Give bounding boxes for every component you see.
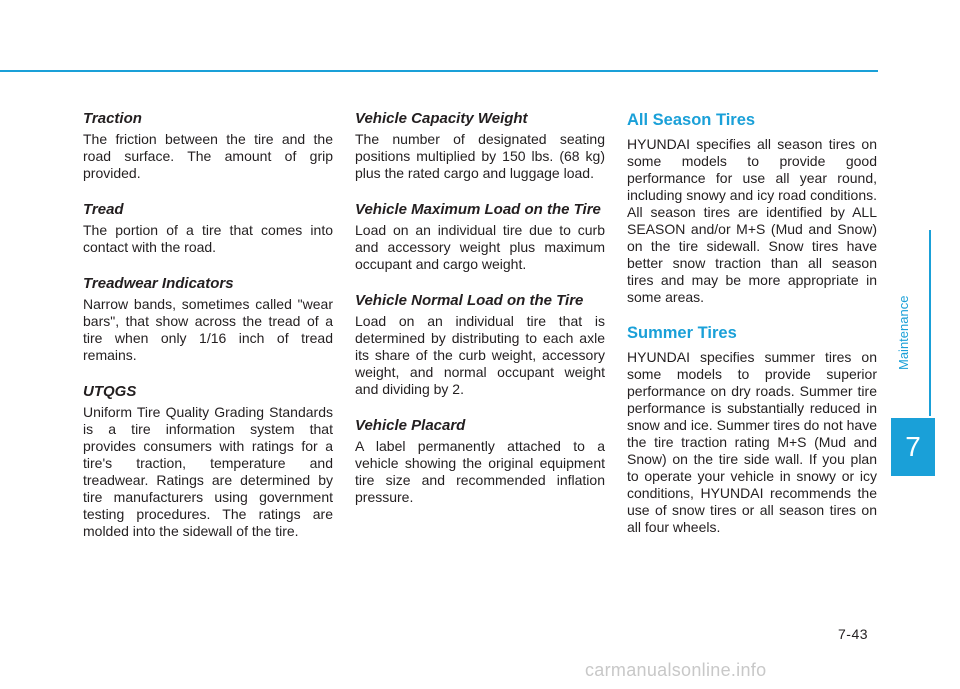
- term-utqgs: UTQGS: [83, 383, 137, 400]
- definition-vehicle-normal-load: Load on an individual tire that is determined by distributing to each axle its share of the curb weight, accessory weight, and normal occupant weight and dividing by 2.: [355, 313, 605, 397]
- section-body-summer: HYUNDAI specifies summer tires on some models to provide superior performance on dry roads. Summer tire performance is substantially reduced in snow and ice. Summer tires do not have the tire traction rating M+S (Mud and Snow) on the tire side wall. If you plan to operate your vehicle in snowy or icy conditions, HYUNDAI recommends the use of snow tires or all season tires on all four wheels.: [627, 349, 877, 535]
- glossary-entry: [355, 292, 605, 398]
- chapter-number-badge: 7: [891, 418, 935, 476]
- sidebar-rule: [929, 230, 931, 416]
- glossary-entry: [83, 201, 333, 256]
- glossary-column-2: [355, 110, 605, 525]
- glossary-entry: [83, 110, 333, 182]
- definition-traction: The friction between the tire and the road surface. The amount of grip provided.: [83, 131, 333, 181]
- definition-vehicle-maximum-load: Load on an individual tire due to curb and accessory weight plus maximum occupant and cargo weight.: [355, 222, 605, 272]
- term-vehicle-maximum-load: Vehicle Maximum Load on the Tire: [355, 201, 601, 218]
- definition-utqgs: Uniform Tire Quality Grading Standards is a tire information system that provides consumers with ratings for a tire's traction, temperature and treadwear. Ratings are determined by tire manufacturers using government testing procedures. The ratings are molded into the sidewall of the tire.: [83, 404, 333, 539]
- glossary-entry: [355, 417, 605, 506]
- section-all-season-tires: [627, 110, 877, 306]
- section-title-all-season: All Season Tires: [627, 111, 756, 129]
- definition-treadwear-indicators: Narrow bands, sometimes called "wear bars", that show across the tread of a tire when only 1/16 inch of tread remains.: [83, 296, 333, 363]
- glossary-entry: [355, 201, 605, 273]
- term-vehicle-placard: Vehicle Placard: [355, 417, 466, 434]
- term-vehicle-capacity-weight: Vehicle Capacity Weight: [355, 110, 528, 127]
- definition-vehicle-placard: A label permanently attached to a vehicle showing the original equipment tire size and recommended inflation pressure.: [355, 438, 605, 505]
- page-number: 7-43: [838, 626, 869, 642]
- tire-types-column: [627, 110, 877, 553]
- glossary-entry: [83, 383, 333, 540]
- glossary-entry: [83, 275, 333, 364]
- term-tread: Tread: [83, 201, 124, 218]
- section-label-maintenance: Maintenance: [896, 295, 911, 370]
- term-treadwear-indicators: Treadwear Indicators: [83, 275, 234, 292]
- watermark: carmanualsonline.info: [585, 660, 767, 680]
- section-body-all-season: HYUNDAI specifies all season tires on some models to provide good performance for use all year round, including snowy and icy road conditions. All season tires are identified by ALL SEASON and/or M+S (Mud and Snow) on the tire sidewall. Snow tires have better snow traction than all season tires and may be more appropriate in some areas.: [627, 136, 877, 305]
- term-traction: Traction: [83, 110, 142, 127]
- section-summer-tires: [627, 323, 877, 536]
- term-vehicle-normal-load: Vehicle Normal Load on the Tire: [355, 292, 584, 309]
- glossary-column-1: [83, 110, 333, 559]
- glossary-entry: [355, 110, 605, 182]
- definition-vehicle-capacity-weight: The number of designated seating positions multiplied by 150 lbs. (68 kg) plus the rated cargo and luggage load.: [355, 131, 605, 181]
- section-title-summer: Summer Tires: [627, 324, 737, 342]
- header-rule: [0, 70, 878, 72]
- definition-tread: The portion of a tire that comes into contact with the road.: [83, 222, 333, 255]
